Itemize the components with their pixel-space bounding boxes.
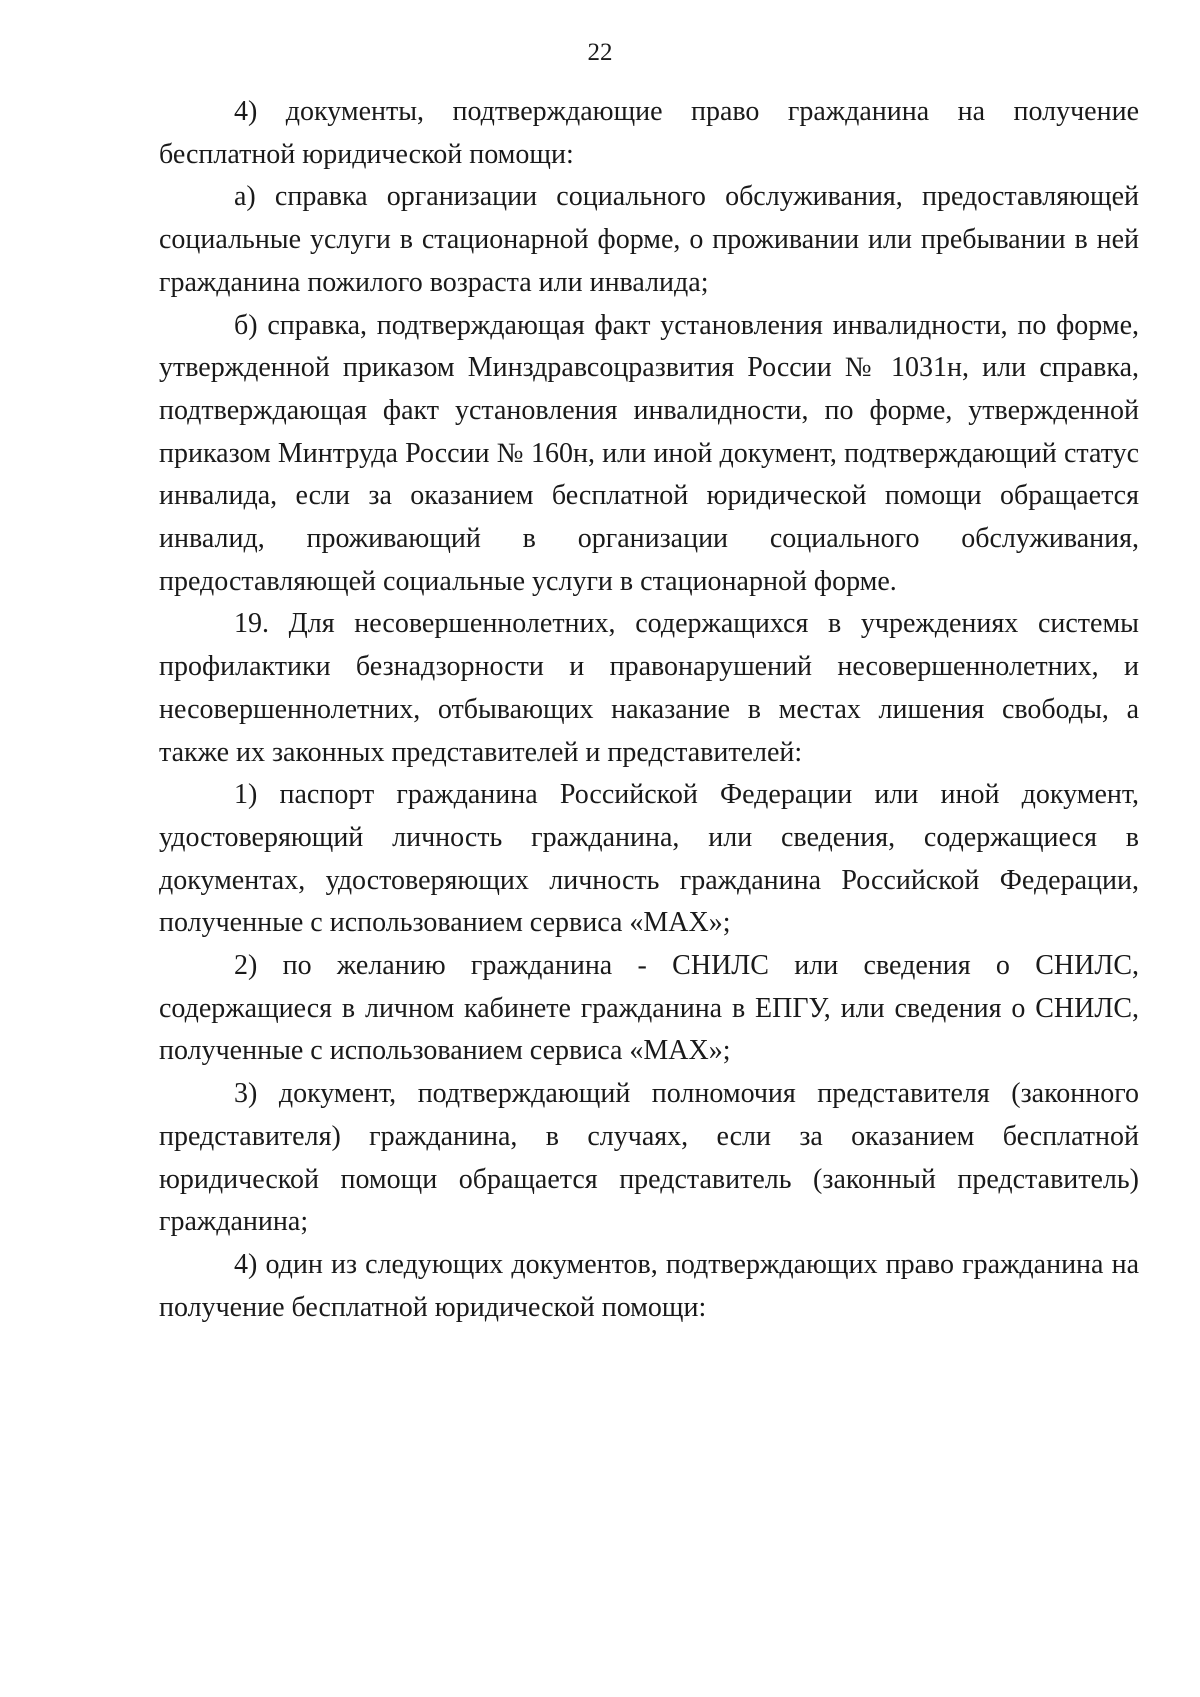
paragraph-item-4-one-of: 4) один из следующих документов, подтверждающих право гражданина на получение бесплатной юридической помощи: — [159, 1248, 1139, 1323]
paragraph-item-4-documents: 4) документы, подтверждающие право гражданина на получение бесплатной юридической помощи: — [159, 96, 1139, 170]
paragraph-item-3-authority: 3) документ, подтверждающий полномочия представителя (законного представителя) гражданина, в случаях, если за оказанием бесплатной юридической помощи обращается представитель (законный представитель) гражданина; — [159, 1078, 1139, 1238]
document-body — [159, 91, 1139, 1329]
paragraph-subitem-b: б) справка, подтверждающая факт установления инвалидности, по форме, утвержденной приказом Минздравсоцразвития России № 1031н, или справка, подтверждающая факт установления инвалидности, по форме, утвержденной приказом Минтруда России № 160н, или иной документ, подтверждающий статус инвалида, если за оказанием бесплатной юридической помощи обращается инвалид, проживающий в организации социального обслуживания, предоставляющей социальные услуги в стационарной форме. — [159, 309, 1139, 597]
paragraph-item-2-snils: 2) по желанию гражданина - СНИЛС или сведения о СНИЛС, содержащиеся в личном кабинете гражданина в ЕПГУ, или сведения о СНИЛС, полученные с использованием сервиса «МАХ»; — [159, 950, 1139, 1067]
paragraph-subitem-a: а) справка организации социального обслуживания, предоставляющей социальные услуги в стационарной форме, о проживании или пребывании в ней гражданина пожилого возраста или инвалида; — [159, 181, 1139, 298]
page-number: 22 — [587, 39, 613, 66]
paragraph-clause-19: 19. Для несовершеннолетних, содержащихся в учреждениях системы профилактики безнадзорности и правонарушений несовершеннолетних, и несовершеннолетних, отбывающих наказание в местах лишения свободы, а также их законных представителей и представителей: — [159, 608, 1139, 768]
paragraph-item-1-passport: 1) паспорт гражданина Российской Федерации или иной документ, удостоверяющий личность гражданина, или сведения, содержащиеся в документах, удостоверяющих личность гражданина Российской Федерации, полученные с использованием сервиса «МАХ»; — [159, 779, 1139, 939]
